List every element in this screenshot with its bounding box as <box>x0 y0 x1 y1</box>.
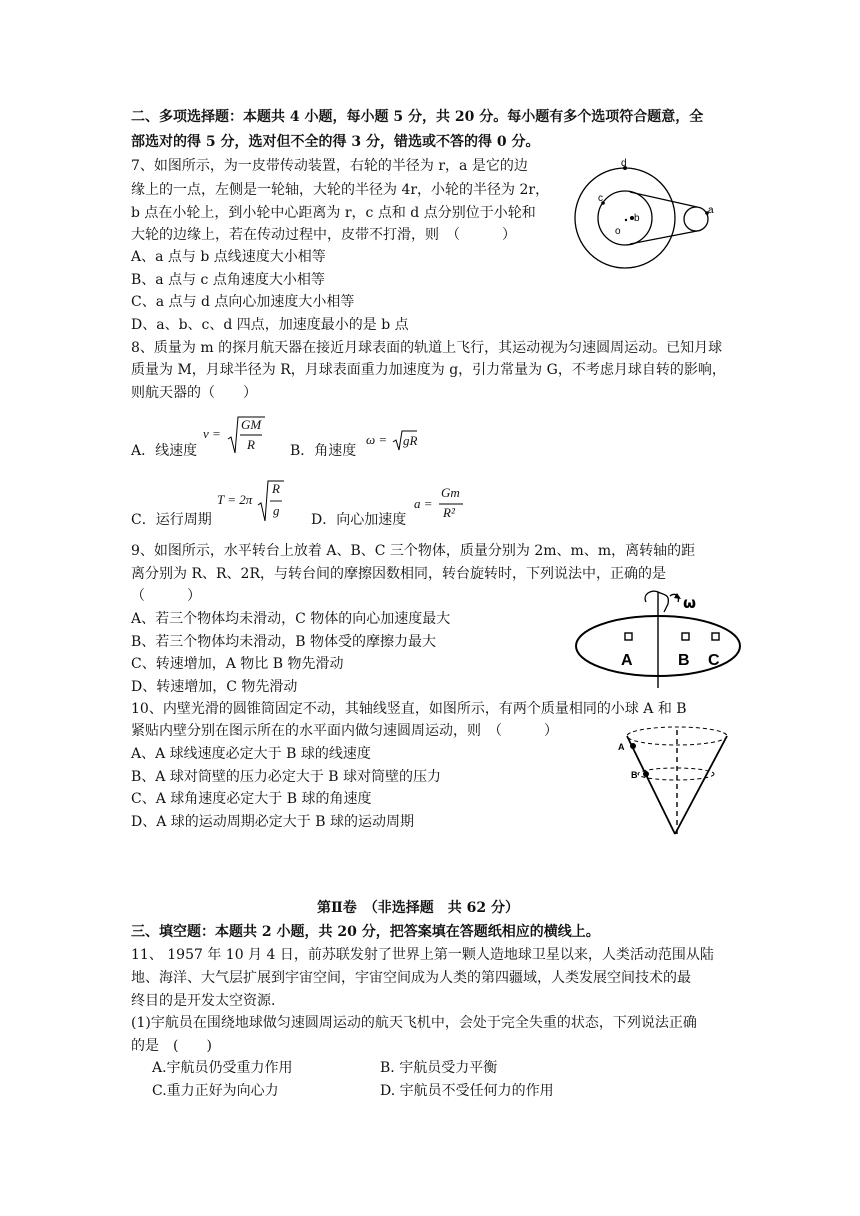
q8-fa-den: R <box>247 437 255 452</box>
q8-option-d: D．向心加速度 <box>311 512 407 528</box>
q7-label-d: d <box>621 158 627 169</box>
q8-fb-rad: gR <box>403 433 418 448</box>
q8-fc-lhs: T = 2π <box>217 492 253 507</box>
q11-option-d: D. 宇航员不受任何力的作用 <box>380 1083 554 1099</box>
q9-option-a: A、若三个物体均未滑动，C 物体的向心加速度最大 <box>131 611 451 627</box>
q8-option-a: A．线速度 <box>131 443 198 459</box>
q7-option-a: A、a 点与 b 点线速度大小相等 <box>131 249 326 265</box>
q7-option-d: D、a、b、c、d 四点，加速度最小的是 b 点 <box>131 317 409 333</box>
part2-title: 第Ⅱ卷 （非选择题 共 62 分） <box>317 900 520 916</box>
q11-line1: 11、 1957 年 10 月 4 日，前苏联发射了世界上第一颗人造地球卫星以来，人类活动范围从陆 <box>131 947 714 963</box>
section3-title: 三、填空题：本题共 2 小题，共 20 分，把答案填在答题纸相应的横线上。 <box>131 924 600 940</box>
q7-label-c: c <box>598 193 603 204</box>
q9-omega-label: ω <box>683 594 697 612</box>
q8-option-c: C．运行周期 <box>131 512 212 528</box>
q7-label-a: a <box>708 205 714 216</box>
section2-title-line2: 部选对的得 5 分，选对但不全的得 3 分，错选或不答的得 0 分。 <box>131 134 540 150</box>
q8-fa-lhs: v = <box>203 426 221 441</box>
q8-option-b: B．角速度 <box>290 443 357 459</box>
q8-fa-num: GM <box>241 417 262 432</box>
q9-label-c: C <box>708 652 720 669</box>
q7-option-b: B、a 点与 c 点角速度大小相等 <box>131 272 325 288</box>
q11-option-c: C.重力正好为向心力 <box>152 1083 279 1099</box>
q10-label-a: A <box>618 742 625 752</box>
q8-formula-c <box>217 479 287 525</box>
q11-line3: 终目的是开发太空资源. <box>131 993 276 1009</box>
q8-fc-den: g <box>273 503 280 518</box>
q9-line2: 离分别为 R、R、2R，与转台间的摩擦因数相同，转台旋转时，下列说法中，正确的是 <box>131 566 666 582</box>
q7-line2: 缘上的一点，左侧是一轮轴，大轮的半径为 4r，小轮的半径为 2r， <box>131 182 550 198</box>
q8-line1: 8、质量为 m 的探月航天器在接近月球表面的轨道上飞行，其运动视为匀速圆周运动。已知月球 <box>131 340 723 356</box>
q9-option-d: D、转速增加，C 物先滑动 <box>131 679 298 695</box>
q7-label-o: o <box>615 226 621 237</box>
q9-line3: （ ） <box>131 588 201 604</box>
q11-sub1-line2: 的是 ( ) <box>131 1038 212 1054</box>
q9-line1: 9、如图所示，水平转台上放着 A、B、C 三个物体，质量分别为 2m、m、m，离转轴的距 <box>131 543 696 559</box>
q9-turntable-figure <box>574 590 744 690</box>
q10-line2: 紧贴内壁分别在图示所在的水平面内做匀速圆周运动，则 （ ） <box>131 723 558 739</box>
q11-line2: 地、海洋、大气层扩展到宇宙空间，宇宙空间成为人类的第四疆域，人类发展空间技术的最 <box>131 970 691 986</box>
q9-label-a: A <box>621 652 633 669</box>
q7-option-c: C、a 点与 d 点向心加速度大小相等 <box>131 294 355 310</box>
q8-fb-lhs: ω = <box>366 432 388 447</box>
q8-fd-num: Gm <box>441 485 460 500</box>
q11-sub1-line1: (1)宇航员在围绕地球做匀速圆周运动的航天飞机中，会处于完全失重的状态，下列说法正确 <box>131 1015 697 1031</box>
q8-fd-lhs: a = <box>414 496 433 511</box>
q8-line2: 质量为 M，月球半径为 R，月球表面重力加速度为 g，引力常量为 G，不考虑月球自转的影响， <box>131 362 726 378</box>
q7-belt-pulley-figure <box>570 158 720 278</box>
q9-option-b: B、若三个物体均未滑动，B 物体受的摩擦力最大 <box>131 634 437 650</box>
q9-option-c: C、转速增加，A 物比 B 物先滑动 <box>131 656 344 672</box>
q8-fc-num: R <box>272 481 280 496</box>
q7-label-b: b <box>634 213 640 224</box>
q10-line1: 10、内壁光滑的圆锥筒固定不动，其轴线竖直，如图所示，有两个质量相同的小球 A 和 B <box>131 701 687 717</box>
q7-line4: 大轮的边缘上，若在传动过程中，皮带不打滑，则 （ ） <box>131 227 516 243</box>
section2-title-line1: 二、多项选择题：本题共 4 小题，每小题 5 分，共 20 分。每小题有多个选项符合题意，全 <box>131 109 704 125</box>
q8-formula-d <box>414 484 474 524</box>
q8-fd-den: R² <box>443 505 455 520</box>
q10-option-c: C、A 球角速度必定大于 B 球的角速度 <box>131 791 372 807</box>
q10-option-a: A、A 球线速度必定大于 B 球的线速度 <box>131 746 371 762</box>
q7-line1: 7、如图所示，为一皮带传动装置，右轮的半径为 r，a 是它的边 <box>131 158 528 174</box>
q10-option-d: D、A 球的运动周期必定大于 B 球的运动周期 <box>131 814 414 830</box>
q10-option-b: B、A 球对筒壁的压力必定大于 B 球对筒壁的压力 <box>131 769 442 785</box>
q10-label-b: B <box>631 770 638 780</box>
q8-formula-a <box>203 415 263 455</box>
q10-cone-figure <box>614 726 734 838</box>
q7-line3: b 点在小轮上，到小轮中心距离为 r，c 点和 d 点分别位于小轮和 <box>131 205 536 221</box>
q11-option-b: B. 宇航员受力平衡 <box>380 1060 498 1076</box>
q8-line3: 则航天器的（ ） <box>131 385 257 401</box>
q8-formula-b <box>366 429 426 453</box>
q8-fc-radical <box>257 479 285 523</box>
q9-label-b: B <box>678 652 690 669</box>
q11-option-a: A.宇航员仍受重力作用 <box>152 1060 293 1076</box>
